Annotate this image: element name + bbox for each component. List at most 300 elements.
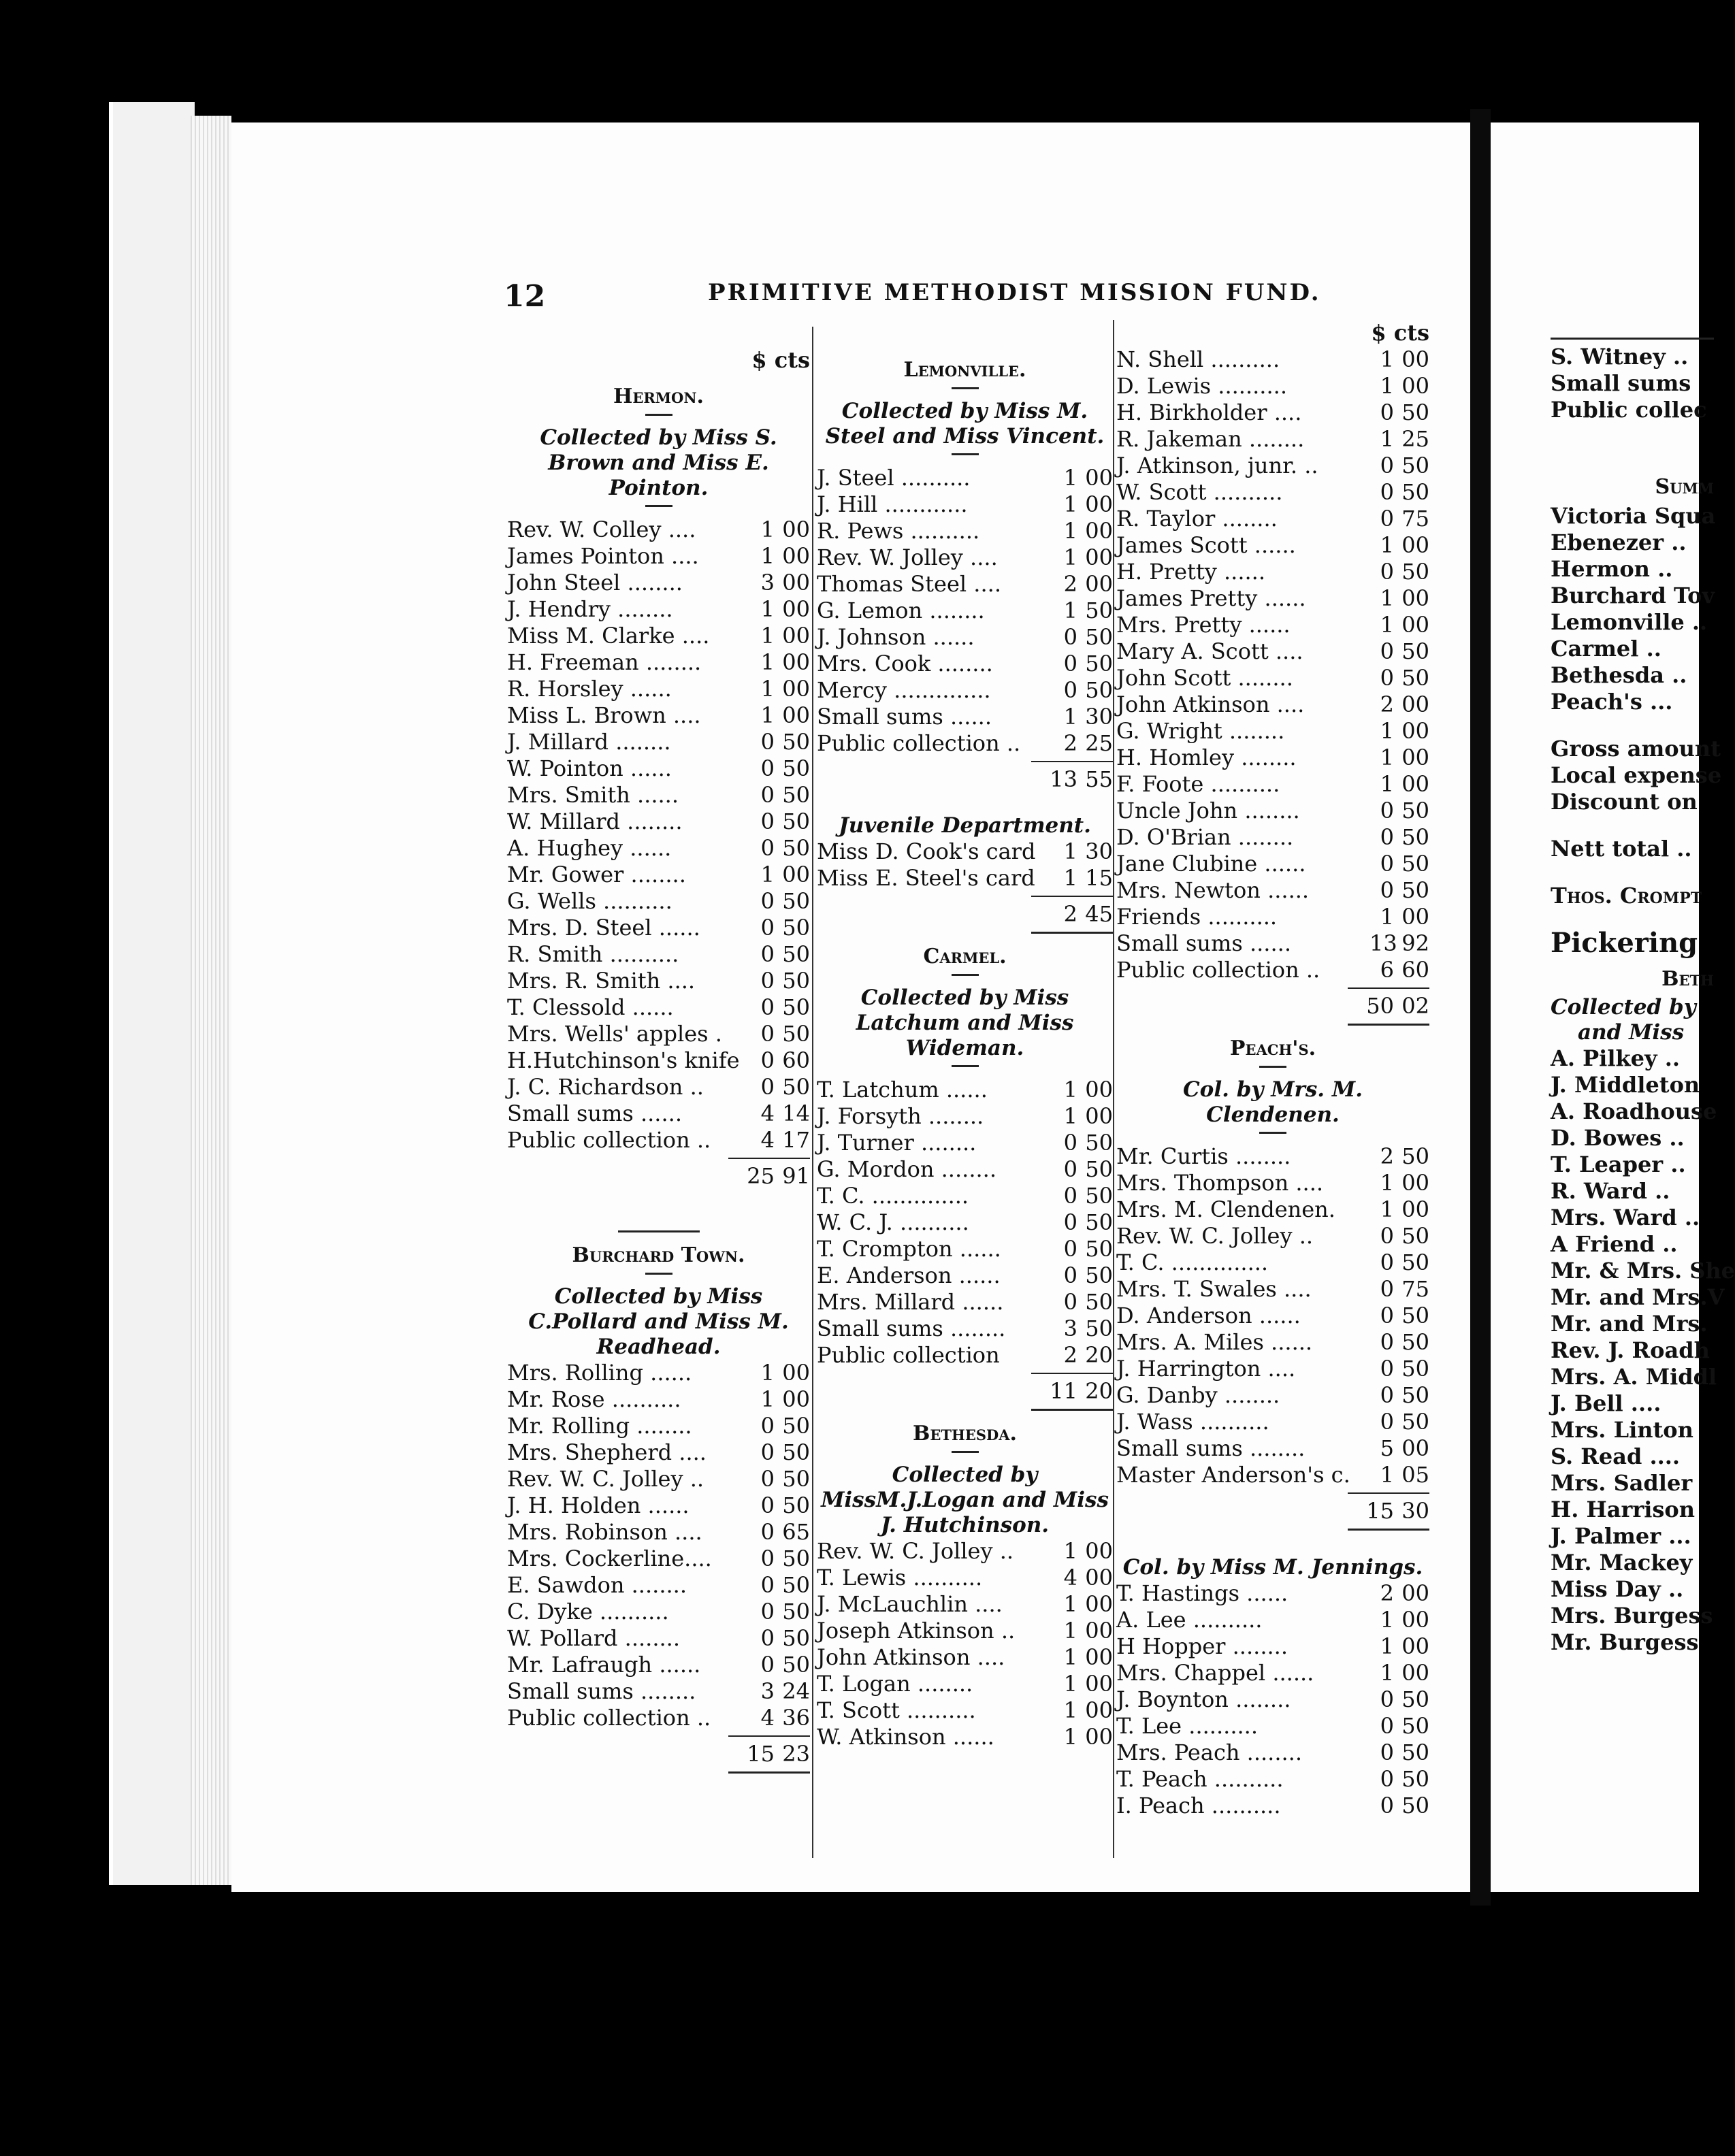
amount-cents: 00 <box>1085 1103 1113 1129</box>
top-rule <box>1551 338 1714 340</box>
right-page-line: Mrs. Linton <box>1551 1417 1693 1443</box>
donor-name: Master Anderson's c. <box>1116 1462 1350 1488</box>
donor-name: R. Taylor ........ <box>1116 506 1278 532</box>
total-dollars: 13 <box>1050 766 1077 792</box>
section-rule <box>618 1230 700 1232</box>
amount-dollars: 1 <box>760 517 775 542</box>
amount-dollars: 0 <box>1380 1409 1394 1435</box>
donor-name: H. Pretty ...... <box>1116 559 1266 585</box>
donor-name: R. Jakeman ........ <box>1116 426 1305 452</box>
right-page-line: Public collec <box>1551 397 1707 423</box>
donor-name: Small sums ........ <box>1116 1435 1306 1461</box>
amount-cents: 30 <box>1085 704 1113 730</box>
amount-cents: 25 <box>1085 730 1113 756</box>
ledger-row <box>1116 877 1429 904</box>
ledger-row <box>817 1342 1113 1369</box>
ledger-row <box>817 1262 1113 1289</box>
ledger-row <box>507 782 810 808</box>
donor-name: Public collection .. <box>1116 957 1320 983</box>
donor-name: Small sums ...... <box>507 1100 682 1126</box>
amount-dollars: 0 <box>760 1466 775 1492</box>
total-rule <box>728 1735 810 1737</box>
amount-cents: 50 <box>782 1652 810 1678</box>
ledger-row <box>1116 745 1429 771</box>
amount-cents: 50 <box>1401 665 1429 691</box>
donor-name: W. C. J. .......... <box>817 1209 969 1235</box>
ledger-row <box>507 1413 810 1439</box>
amount-dollars: 1 <box>1380 718 1394 744</box>
amount-cents: 00 <box>1401 691 1429 717</box>
section-title-carmel: Carmel. <box>923 945 1007 968</box>
amount-dollars: 1 <box>1380 532 1394 558</box>
amount-cents: 36 <box>782 1705 810 1731</box>
total-rule <box>1348 987 1429 989</box>
ledger-row <box>507 1492 810 1519</box>
ledger-row <box>1116 638 1429 665</box>
amount-dollars: 0 <box>1063 1262 1077 1288</box>
donor-name: Small sums ...... <box>817 704 992 730</box>
amount-cents: 00 <box>1401 771 1429 797</box>
amount-cents: 00 <box>1085 1565 1113 1590</box>
right-page-line: D. Bowes .. <box>1551 1125 1685 1151</box>
ledger-row <box>1116 1303 1429 1329</box>
amount-cents: 50 <box>782 1074 810 1100</box>
hermon-total <box>507 1163 810 1190</box>
amount-dollars: 3 <box>1063 1316 1077 1341</box>
amount-cents: 50 <box>1401 1329 1429 1355</box>
amount-dollars: 0 <box>760 1439 775 1465</box>
amount-cents: 75 <box>1401 506 1429 532</box>
amount-cents: 50 <box>1085 624 1113 650</box>
donor-name: T. Hastings ...... <box>1116 1580 1288 1606</box>
amount-dollars: 0 <box>1380 453 1394 478</box>
total-rule <box>1031 761 1113 762</box>
amount-dollars: 1 <box>1380 1660 1394 1686</box>
donor-name: Jane Clubine ...... <box>1116 851 1306 877</box>
ledger-row <box>507 1546 810 1572</box>
amount-dollars: 0 <box>1380 665 1394 691</box>
donor-name: J. H. Holden ...... <box>507 1492 690 1518</box>
summary-rows <box>1551 503 1714 715</box>
total-dollars: 15 <box>1366 1498 1394 1524</box>
amount-dollars: 0 <box>1380 479 1394 505</box>
ledger-row <box>1116 771 1429 798</box>
amount-dollars: 0 <box>760 1519 775 1545</box>
total-rule <box>1348 1024 1429 1026</box>
amount-dollars: 0 <box>1063 1183 1077 1209</box>
amount-cents: 50 <box>1401 1356 1429 1382</box>
amount-dollars: 0 <box>1380 638 1394 664</box>
ledger-row <box>1116 1329 1429 1356</box>
amount-cents: 50 <box>1401 1250 1429 1275</box>
amount-dollars: 0 <box>1063 1289 1077 1315</box>
ledger-row <box>1116 585 1429 612</box>
col3-top-total <box>1116 993 1429 1019</box>
amount-dollars: 2 <box>1380 691 1394 717</box>
amount-cents: 50 <box>1401 851 1429 877</box>
amount-dollars: 0 <box>1380 851 1394 877</box>
ledger-row <box>1116 718 1429 745</box>
collected-by-jennings: Col. by Miss M. Jennings. <box>1122 1555 1423 1580</box>
amount-dollars: 1 <box>1380 346 1394 372</box>
right-page-line: Carmel .. <box>1551 636 1661 662</box>
donor-name: Rev. W. Jolley .... <box>817 544 998 570</box>
donor-name: Mrs. R. Smith .... <box>507 968 696 994</box>
amount-dollars: 0 <box>1380 1766 1394 1792</box>
amount-cents: 50 <box>1401 559 1429 585</box>
amount-cents: 00 <box>1085 1697 1113 1723</box>
amount-dollars: 1 <box>1063 1618 1077 1644</box>
ledger-row <box>817 1644 1113 1671</box>
amount-dollars: 1 <box>1380 373 1394 399</box>
amount-cents: 00 <box>1401 1170 1429 1196</box>
right-page-line: Mr. and Mrs.V <box>1551 1284 1725 1310</box>
amount-dollars: 0 <box>1063 677 1077 703</box>
donor-name: E. Sawdon ........ <box>507 1572 687 1598</box>
donor-name: H. Freeman ........ <box>507 649 702 675</box>
ledger-row <box>817 598 1113 624</box>
amount-dollars: 0 <box>1380 1793 1394 1818</box>
amount-cents: 50 <box>782 1492 810 1518</box>
donor-name: W. Pointon ...... <box>507 755 672 781</box>
amount-dollars: 1 <box>1063 1077 1077 1102</box>
total-dollars: 25 <box>747 1163 775 1189</box>
total-cents: 20 <box>1085 1378 1113 1404</box>
ledger-row <box>1116 426 1429 453</box>
ledger-row <box>1116 506 1429 532</box>
ledger-row <box>507 1652 810 1678</box>
right-page-line: Ebenezer .. <box>1551 529 1687 555</box>
amount-cents: 50 <box>782 1546 810 1571</box>
donor-name: Mrs. Cockerline.... <box>507 1546 712 1571</box>
total-rule <box>728 1771 810 1774</box>
divider <box>645 414 672 416</box>
amount-cents: 50 <box>1401 638 1429 664</box>
total-cents: 30 <box>1401 1498 1429 1524</box>
ledger-row <box>817 1103 1113 1130</box>
section-title-burchard: Burchard Town. <box>572 1243 745 1267</box>
book-edge <box>109 102 195 1885</box>
donor-name: J. Steel .......... <box>817 465 971 491</box>
ledger-row <box>1116 798 1429 824</box>
amount-cents: 50 <box>782 915 810 941</box>
burchard-rows <box>507 1360 810 1731</box>
right-page-line: Gross amount <box>1551 736 1721 762</box>
donor-name: G. Lemon ........ <box>817 598 985 623</box>
donor-name: T. Logan ........ <box>817 1671 973 1697</box>
donor-name: Mr. Curtis ........ <box>1116 1143 1291 1169</box>
amount-dollars: 1 <box>1380 585 1394 611</box>
donor-name: Mrs. Shepherd .... <box>507 1439 707 1465</box>
donor-name: Mrs. Newton ...... <box>1116 877 1310 903</box>
ledger-row <box>507 1625 810 1652</box>
amount-dollars: 0 <box>1063 1156 1077 1182</box>
amount-cents: 30 <box>1085 838 1113 864</box>
amount-dollars: 0 <box>760 1074 775 1100</box>
amount-cents: 00 <box>782 1386 810 1412</box>
right-page-line: J. Middleton <box>1551 1072 1700 1098</box>
amount-cents: 00 <box>782 1360 810 1386</box>
amount-dollars: 1 <box>760 649 775 675</box>
amount-cents: 00 <box>1401 1435 1429 1461</box>
ledger-row <box>1116 1793 1429 1819</box>
amount-dollars: 1 <box>1063 1538 1077 1564</box>
amount-dollars: 2 <box>1063 730 1077 756</box>
ledger-row <box>507 649 810 676</box>
amount-cents: 50 <box>1085 677 1113 703</box>
right-page-line: Miss Day .. <box>1551 1576 1684 1602</box>
amount-dollars: 1 <box>1063 598 1077 623</box>
donor-name: Miss L. Brown .... <box>507 702 701 728</box>
right-page-line: Hermon .. <box>1551 556 1673 582</box>
amount-cents: 50 <box>782 941 810 967</box>
amount-cents: 00 <box>782 596 810 622</box>
gross-rows <box>1551 736 1722 815</box>
donor-name: A. Hughey ...... <box>507 835 672 861</box>
ledger-row <box>507 1047 810 1074</box>
amount-cents: 25 <box>1401 426 1429 452</box>
lemonville-rows <box>817 465 1113 757</box>
amount-cents: 00 <box>1085 1618 1113 1644</box>
amount-dollars: 1 <box>760 1360 775 1386</box>
total-dollars: 11 <box>1050 1378 1077 1404</box>
ledger-row <box>1116 930 1429 957</box>
ledger-row <box>817 1209 1113 1236</box>
donor-name: R. Pews .......... <box>817 518 980 544</box>
amount-cents: 50 <box>782 729 810 755</box>
donor-name: T. Clessold ...... <box>507 994 674 1020</box>
divider <box>645 505 672 507</box>
amount-cents: 50 <box>1401 1740 1429 1765</box>
ledger-row <box>817 651 1113 677</box>
ledger-row <box>507 835 810 862</box>
donor-name: H. Homley ........ <box>1116 745 1297 770</box>
amount-cents: 50 <box>782 888 810 914</box>
amount-dollars: 1 <box>760 596 775 622</box>
amount-dollars: 1 <box>1380 745 1394 770</box>
amount-dollars: 1 <box>1063 704 1077 730</box>
ledger-row <box>817 1724 1113 1750</box>
amount-dollars: 0 <box>1063 1236 1077 1262</box>
right-page-line: Mrs. A. Middl <box>1551 1364 1717 1390</box>
amount-cents: 00 <box>1401 745 1429 770</box>
donor-name: H. Birkholder .... <box>1116 399 1302 425</box>
juvenile-title: Juvenile Department. <box>839 813 1091 838</box>
amount-dollars: 1 <box>1063 544 1077 570</box>
ledger-row <box>1116 1276 1429 1303</box>
total-rule <box>1031 932 1113 934</box>
amount-cents: 65 <box>782 1519 810 1545</box>
donor-name: J. Turner ........ <box>817 1130 977 1156</box>
donor-name: Mary A. Scott .... <box>1116 638 1303 664</box>
ledger-row <box>817 571 1113 598</box>
donor-name: Joseph Atkinson .. <box>817 1618 1016 1644</box>
donor-name: J. Boynton ........ <box>1116 1686 1291 1712</box>
donor-name: W. Millard ........ <box>507 808 683 834</box>
amount-cents: 00 <box>782 676 810 702</box>
donor-name: Public collection <box>817 1342 1000 1368</box>
amount-dollars: 2 <box>1063 571 1077 597</box>
right-page-line: Mrs. Ward .. <box>1551 1205 1700 1230</box>
amount-dollars: 0 <box>760 888 775 914</box>
column-2 <box>817 347 1113 1750</box>
ledger-row <box>1116 1686 1429 1713</box>
amount-cents: 20 <box>1085 1342 1113 1368</box>
ledger-row <box>1116 479 1429 506</box>
amount-cents: 50 <box>782 1439 810 1465</box>
amount-dollars: 0 <box>760 782 775 808</box>
amount-dollars: 1 <box>1063 1671 1077 1697</box>
right-page-line: Mrs. Burgess <box>1551 1603 1713 1629</box>
ledger-row <box>1116 399 1429 426</box>
donor-name: J. Johnson ...... <box>817 624 975 650</box>
amount-cents: 50 <box>1085 1236 1113 1262</box>
amount-cents: 50 <box>1401 399 1429 425</box>
ledger-row <box>817 1671 1113 1697</box>
amount-cents: 50 <box>1401 453 1429 478</box>
column-divider-2 <box>1113 320 1114 1858</box>
right-page-line: Lemonville .. <box>1551 609 1708 635</box>
ledger-row <box>817 1565 1113 1591</box>
amount-cents: 50 <box>1401 479 1429 505</box>
amount-cents: 00 <box>1085 465 1113 491</box>
amount-dollars: 1 <box>1380 904 1394 930</box>
donor-name: C. Dyke .......... <box>507 1599 669 1624</box>
ledger-row <box>817 1289 1113 1316</box>
donor-name: J. Harrington .... <box>1116 1356 1296 1382</box>
donor-name: Mr. Gower ........ <box>507 862 686 887</box>
amount-dollars: 0 <box>1380 506 1394 532</box>
column-1 <box>507 347 810 1778</box>
donor-name: J. Wass .......... <box>1116 1409 1269 1435</box>
ledger-row <box>507 1519 810 1546</box>
amount-cents: 50 <box>782 1625 810 1651</box>
burchard-total <box>507 1741 810 1767</box>
ledger-row <box>1116 453 1429 479</box>
amount-dollars: 0 <box>760 941 775 967</box>
ledger-row <box>507 941 810 968</box>
total-dollars: 2 <box>1063 901 1077 927</box>
amount-dollars: 0 <box>1380 877 1394 903</box>
ledger-row <box>507 915 810 941</box>
amount-dollars: 1 <box>760 543 775 569</box>
amount-cents: 15 <box>1085 865 1113 891</box>
collected-by-right-1: Collected by <box>1551 995 1696 1019</box>
divider <box>1259 1066 1286 1068</box>
signature: Thos. Crompt <box>1551 883 1702 909</box>
ledger-row <box>507 994 810 1021</box>
amount-dollars: 1 <box>1380 1633 1394 1659</box>
amount-cents: 50 <box>782 835 810 861</box>
donor-name: G. Danby ........ <box>1116 1382 1280 1408</box>
ledger-row <box>1116 1223 1429 1250</box>
amount-dollars: 1 <box>1063 865 1077 891</box>
ledger-row <box>1116 904 1429 930</box>
ledger-row <box>1116 691 1429 718</box>
amount-dollars: 1 <box>1063 1697 1077 1723</box>
donor-name: T. C. .............. <box>1116 1250 1269 1275</box>
dollar-header: $ cts <box>1371 320 1429 346</box>
amount-cents: 00 <box>1085 1724 1113 1750</box>
amount-cents: 50 <box>1401 1793 1429 1818</box>
amount-cents: 50 <box>782 1466 810 1492</box>
ledger-row <box>817 838 1113 865</box>
amount-cents: 50 <box>782 968 810 994</box>
ledger-row <box>507 596 810 623</box>
amount-cents: 00 <box>1401 532 1429 558</box>
amount-dollars: 0 <box>760 1413 775 1439</box>
amount-dollars: 1 <box>1063 1644 1077 1670</box>
ledger-row <box>817 1316 1113 1342</box>
amount-dollars: 0 <box>1380 1276 1394 1302</box>
amount-cents: 00 <box>1401 904 1429 930</box>
amount-cents: 50 <box>1401 1766 1429 1792</box>
ledger-row <box>507 1572 810 1599</box>
amount-cents: 92 <box>1401 930 1429 956</box>
donor-name: A. Lee .......... <box>1116 1607 1263 1633</box>
amount-dollars: 0 <box>1380 824 1394 850</box>
amount-cents: 00 <box>1085 1644 1113 1670</box>
juvenile-rows <box>817 838 1113 892</box>
right-top-rows <box>1551 344 1714 423</box>
pickering-heading: Pickering <box>1551 927 1698 959</box>
right-page-line: Peach's ... <box>1551 689 1673 715</box>
ledger-row <box>1116 1713 1429 1740</box>
ledger-row <box>507 1074 810 1100</box>
right-page-line: Mr. Mackey <box>1551 1550 1693 1575</box>
donor-name: Mrs. T. Swales .... <box>1116 1276 1312 1302</box>
donor-name: James Pretty ...... <box>1116 585 1306 611</box>
donor-name: T. Lewis .......... <box>817 1565 983 1590</box>
donor-name: Mrs. Millard ...... <box>817 1289 1004 1315</box>
ledger-row <box>507 755 810 782</box>
total-rule <box>1348 1529 1429 1531</box>
amount-dollars: 1 <box>1380 771 1394 797</box>
donor-name: Thomas Steel .... <box>817 571 1001 597</box>
total-cents: 45 <box>1085 901 1113 927</box>
amount-cents: 00 <box>1085 1077 1113 1102</box>
donor-name: N. Shell .......... <box>1116 346 1280 372</box>
amount-dollars: 5 <box>1380 1435 1394 1461</box>
donor-name: Mr. Rolling ........ <box>507 1413 692 1439</box>
donor-name: Mrs. Rolling ...... <box>507 1360 692 1386</box>
amount-cents: 50 <box>1401 877 1429 903</box>
amount-dollars: 0 <box>1380 559 1394 585</box>
ledger-row <box>507 543 810 570</box>
donor-name: W. Pollard ........ <box>507 1625 681 1651</box>
ledger-row <box>817 1183 1113 1209</box>
donor-name: John Scott ........ <box>1116 665 1293 691</box>
collected-by-burchard: Collected by Miss C.Pollard and Miss M. Readhead. <box>528 1284 789 1359</box>
amount-dollars: 1 <box>760 862 775 887</box>
donor-name: Mrs. Chappel ...... <box>1116 1660 1314 1686</box>
donor-name: James Scott ...... <box>1116 532 1296 558</box>
carmel-total <box>817 1378 1113 1405</box>
amount-cents: 50 <box>782 808 810 834</box>
ledger-row <box>507 676 810 702</box>
donor-name: Miss E. Steel's card <box>817 865 1035 891</box>
amount-dollars: 0 <box>1063 651 1077 676</box>
ledger-row <box>817 1156 1113 1183</box>
amount-dollars: 1 <box>760 702 775 728</box>
donor-name: Friends .......... <box>1116 904 1278 930</box>
donor-name: R. Horsley ...... <box>507 676 672 702</box>
ledger-row <box>817 1591 1113 1618</box>
ledger-row <box>1116 1766 1429 1793</box>
carmel-rows <box>817 1077 1113 1369</box>
amount-cents: 00 <box>782 517 810 542</box>
ledger-row <box>1116 824 1429 851</box>
